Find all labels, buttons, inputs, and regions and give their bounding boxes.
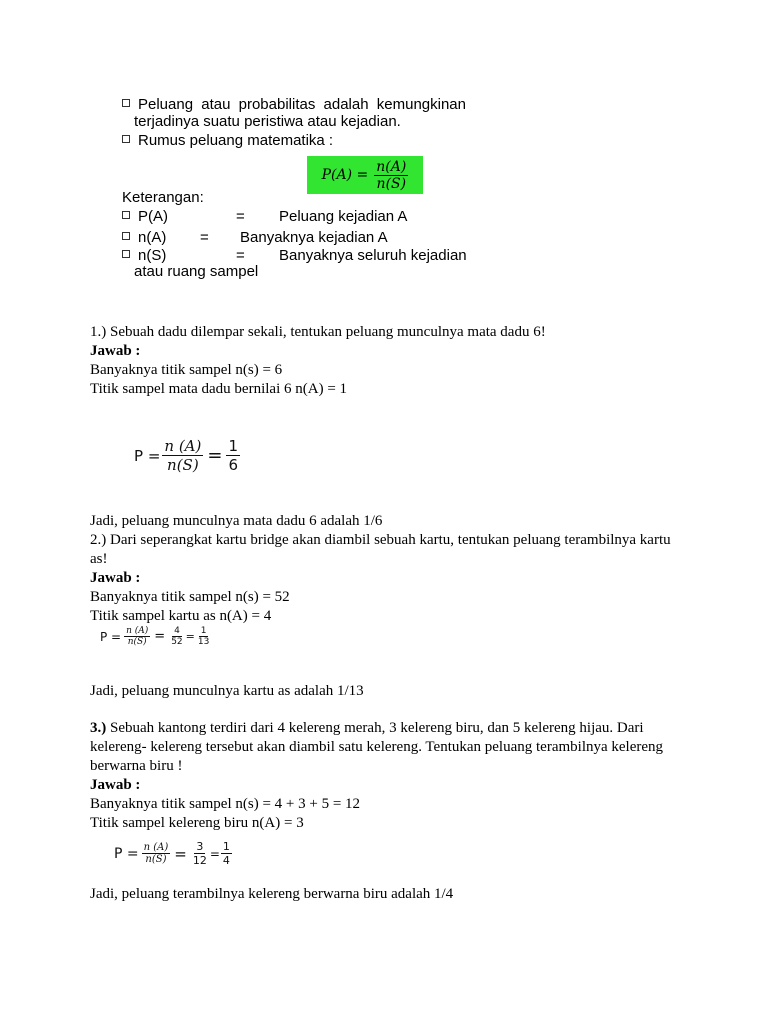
question-3-line-1: 3.) Sebuah kantong terdiri dari 4 kelereng merah, 3 kelereng biru, dan 5 kelereng hijau. Dari: [90, 720, 644, 736]
result-fraction: $\frac{1}{6}$: [228, 437, 238, 474]
problem-1: [90, 323, 690, 399]
question-1: 1.) Sebuah dadu dilempar sekali, tentukan peluang munculnya mata dadu 6!: [90, 324, 546, 340]
keterangan-title: Keterangan:: [122, 189, 204, 206]
answer-line: Banyaknya titik sampel n(s) = 52: [90, 589, 290, 605]
answer-line: Titik sampel kartu as n(A) = 4: [90, 608, 272, 624]
answer-line: Banyaknya titik sampel n(s) = 6: [90, 362, 283, 378]
keterangan-desc-3: Banyaknya seluruh kejadian: [279, 247, 467, 264]
question-2-line-1: 2.) Dari seperangkat kartu bridge akan diambil sebuah kartu, tentukan peluang terambilnya kartu: [90, 532, 671, 548]
middle-fraction: $\frac{4}{52}$: [171, 626, 183, 647]
answer-line: Titik sampel mata dadu bernilai 6 n(A) = 1: [90, 381, 348, 397]
answer-line: Titik sampel kelereng biru n(A) = 3: [90, 815, 304, 831]
formula-image-2: P = $\frac{n (A)}{n(S)}$ = $\frac{4}{52}$ = $\frac{1}{13}$: [100, 626, 210, 647]
keterangan-item-1: P(A): [122, 208, 168, 225]
square-bullet-icon: [122, 135, 130, 143]
jawab-label: Jawab :: [90, 570, 141, 586]
square-bullet-icon: [122, 211, 130, 219]
problem-2: [90, 531, 690, 626]
question-3-line-2: kelereng- kelereng tersebut akan diambil satu kelereng. Tentukan peluang terambilnya kelereng: [90, 739, 664, 755]
bullet-2: Rumus peluang matematika :: [122, 132, 333, 149]
formula-fraction: $\frac{n (A)}{n(S)}$: [126, 626, 149, 647]
square-bullet-icon: [122, 232, 130, 240]
keterangan-item-2: n(A): [122, 229, 166, 246]
square-bullet-icon: [122, 250, 130, 258]
middle-fraction: $\frac{3}{12}$: [192, 840, 207, 867]
probability-formula: P(A) = $\frac{n(A)}{n(S)}$: [307, 156, 423, 194]
keterangan-eq-1: =: [236, 208, 245, 225]
problem-2-conclusion: Jadi, peluang munculnya kartu as adalah 1/13: [90, 683, 364, 699]
formula-fraction: $\frac{n(A)}{n(S)}$: [376, 158, 407, 192]
formula-fraction: $\frac{n (A)}{n(S)}$: [164, 437, 202, 474]
keterangan-item-3-cont: atau ruang sampel: [134, 263, 259, 280]
keterangan-desc-1: Peluang kejadian A: [279, 208, 408, 225]
bullet-1: Peluang atau probabilitas adalah kemungkinan: [122, 96, 466, 113]
formula-fraction: $\frac{n (A)}{n(S)}$: [143, 842, 169, 865]
keterangan-eq-3: =: [236, 247, 245, 264]
formula-image-1: P = $\frac{n (A)}{n(S)}$ = $\frac{1}{6}$: [134, 437, 238, 474]
bullet-1-line-2: terjadinya suatu peristiwa atau kejadian.: [134, 113, 401, 130]
answer-line: Banyaknya titik sampel n(s) = 4 + 3 + 5 = 12: [90, 796, 361, 812]
keterangan-eq-2: =: [200, 229, 209, 246]
question-2-line-2: as!: [90, 551, 108, 567]
result-fraction: $\frac{1}{4}$: [222, 840, 230, 867]
definition-image: [94, 90, 474, 290]
square-bullet-icon: [122, 99, 130, 107]
jawab-label: Jawab :: [90, 777, 141, 793]
jawab-label: Jawab :: [90, 343, 141, 359]
problem-3: [90, 719, 690, 833]
keterangan-item-3: n(S): [122, 247, 166, 264]
problem-1-conclusion: Jadi, peluang munculnya mata dadu 6 adalah 1/6: [90, 513, 383, 529]
problem-3-conclusion: Jadi, peluang terambilnya kelereng berwarna biru adalah 1/4: [90, 886, 454, 902]
question-3-line-3: berwarna biru !: [90, 758, 183, 774]
formula-image-3: P = $\frac{n (A)}{n(S)}$ = $\frac{3}{12}$ = $\frac{1}{4}$: [114, 840, 230, 867]
keterangan-desc-2: Banyaknya kejadian A: [240, 229, 388, 246]
result-fraction: $\frac{1}{13}$: [197, 626, 210, 647]
